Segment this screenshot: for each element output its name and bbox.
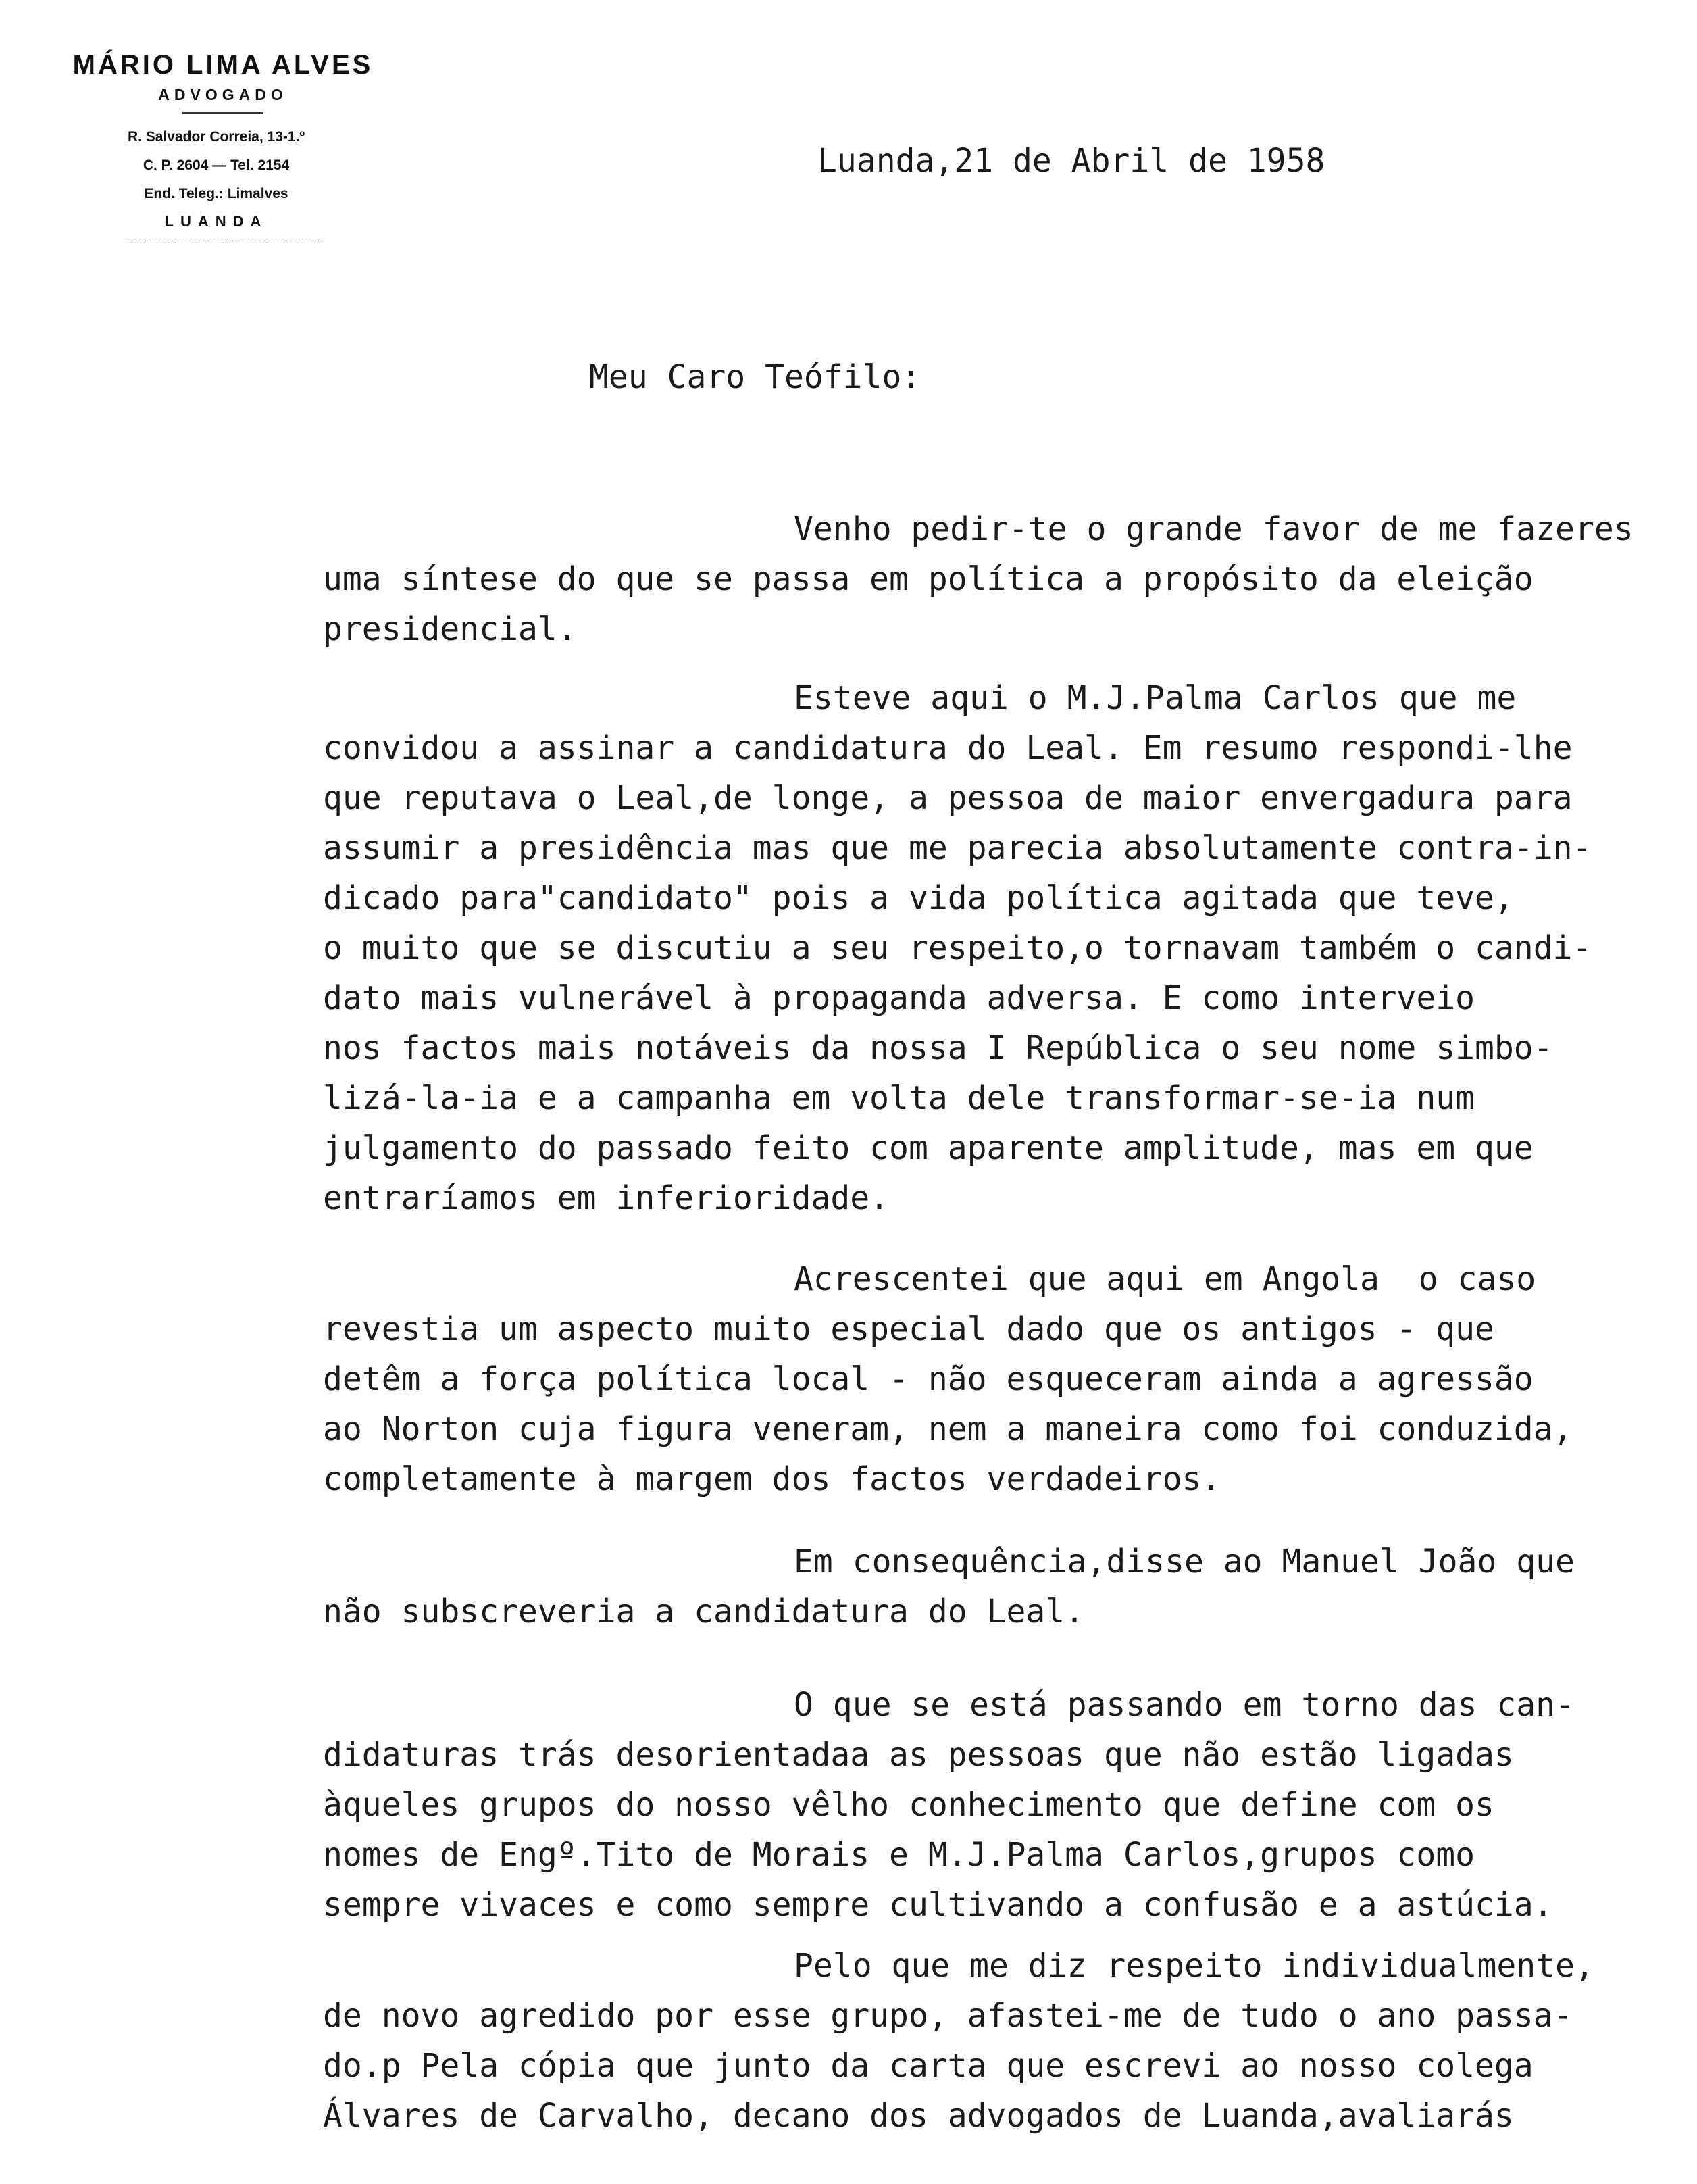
paragraph-line: uma síntese do que se passa em política a propósito da eleição — [323, 560, 1534, 598]
paragraph-line: dicado para"candidato" pois a vida política agitada que teve, — [323, 879, 1514, 917]
paragraph-line: o muito que se discutiu a seu respeito,o tornavam também o candi- — [323, 929, 1592, 967]
paragraph-line: completamente à margem dos factos verdadeiros. — [323, 1460, 1221, 1498]
letterhead-title: ADVOGADO — [158, 86, 288, 103]
paragraph-line: Em consequência,disse ao Manuel João que — [794, 1543, 1575, 1581]
paragraph-5 — [323, 1680, 1694, 1930]
paragraph-line: lizá-la-ia e a campanha em volta dele transformar-se-ia num — [323, 1079, 1475, 1117]
paragraph-line: de novo agredido por esse grupo, afastei-me de tudo o ano passa- — [323, 1997, 1573, 2035]
paragraph-line: Venho pedir-te o grande favor de me fazeres — [794, 510, 1633, 548]
letterhead-address: R. Salvador Correia, 13-1.º — [127, 129, 305, 145]
paragraph-line: não subscreveria a candidatura do Leal. — [323, 1593, 1085, 1631]
paragraph-line: entraríamos em inferioridade. — [323, 1179, 890, 1217]
paragraph-line: Álvares de Carvalho, decano dos advogados de Luanda,avaliarás — [323, 2097, 1514, 2135]
paragraph-1 — [323, 504, 1694, 654]
letterhead-name: MÁRIO LIMA ALVES — [72, 50, 374, 80]
paragraph-line: detêm a força política local - não esqueceram ainda a agressão — [323, 1360, 1534, 1398]
paragraph-line: revestia um aspecto muito especial dado que os antigos - que — [323, 1310, 1494, 1348]
paragraph-line: do.p Pela cópia que junto da carta que escrevi ao nosso colega — [323, 2047, 1534, 2085]
paragraph-line: assumir a presidência mas que me parecia absolutamente contra-in- — [323, 829, 1592, 867]
paragraph-line: Pelo que me diz respeito individualmente, — [794, 1947, 1594, 1985]
letterhead-phone: C. P. 2604 — Tel. 2154 — [143, 157, 290, 173]
paragraph-line: Esteve aqui o M.J.Palma Carlos que me — [794, 679, 1517, 717]
paragraph-line: nomes de Engº.Tito de Morais e M.J.Palma Carlos,grupos como — [323, 1836, 1475, 1874]
letterhead-telegraph: End. Teleg.: Limalves — [144, 186, 288, 201]
paragraph-line: julgamento do passado feito com aparente amplitude, mas em que — [323, 1129, 1534, 1167]
paragraph-line: Acrescentei que aqui em Angola o caso — [794, 1260, 1536, 1298]
letterhead — [27, 47, 419, 241]
salutation: Meu Caro Teófilo: — [589, 358, 921, 396]
letterhead-city: LUANDA — [164, 213, 268, 230]
letterhead-divider — [182, 112, 263, 114]
paragraph-line: ao Norton cuja figura veneram, nem a maneira como foi conduzida, — [323, 1410, 1573, 1448]
paragraph-4 — [323, 1537, 1694, 1637]
paragraph-line: convidou a assinar a candidatura do Leal. Em resumo respondi-lhe — [323, 729, 1573, 767]
paragraph-line: que reputava o Leal,de longe, a pessoa de maior envergadura para — [323, 779, 1573, 817]
letter-date: Luanda,21 de Abril de 1958 — [817, 142, 1325, 180]
paragraph-line: dato mais vulnerável à propaganda adversa. E como interveio — [323, 979, 1475, 1017]
paragraph-2 — [323, 673, 1694, 1223]
paragraph-line: sempre vivaces e como sempre cultivando a confusão e a astúcia. — [323, 1886, 1553, 1924]
paragraph-line: O que se está passando em torno das can- — [794, 1686, 1575, 1724]
paragraph-line: àqueles grupos do nosso vêlho conhecimento que define com os — [323, 1786, 1494, 1824]
paragraph-line: didaturas trás desorientadaa as pessoas que não estão ligadas — [323, 1736, 1514, 1774]
paragraph-line: presidencial. — [323, 610, 577, 648]
paragraph-6 — [323, 1941, 1694, 2141]
paragraph-3 — [323, 1254, 1694, 1504]
paragraph-line: nos factos mais notáveis da nossa I República o seu nome simbo- — [323, 1029, 1553, 1067]
